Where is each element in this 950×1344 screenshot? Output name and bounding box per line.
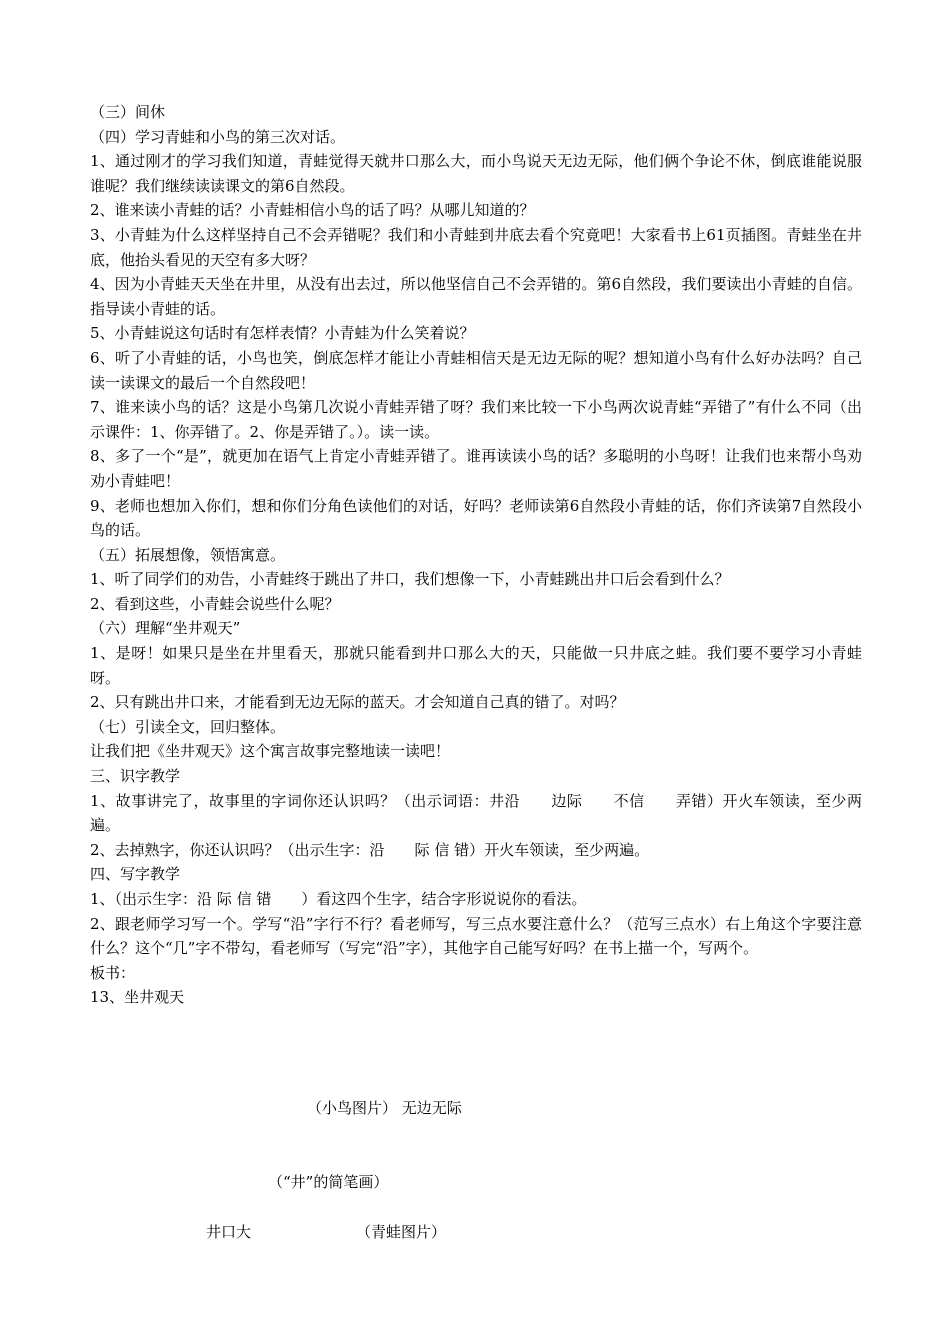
- board-well-mouth: 井口大: [206, 1223, 252, 1241]
- section-heading-writing: 四、写字教学: [90, 865, 181, 884]
- paragraph-understand-2: 2、只有跳出井口来，才能看到无边无际的蓝天。才会知道自己真的错了。对吗？: [90, 693, 625, 712]
- paragraph-item-8: 8、多了一个“是”，就更加在语气上肯定小青蛙弄错了。谁再读读小鸟的话？多聪明的小鸟呀！让我们也来帮小鸟劝劝小青蛙吧！: [90, 447, 862, 490]
- section-heading-literacy: 三、识字教学: [90, 767, 181, 786]
- paragraph-item-7: 7、谁来读小鸟的话？这是小鸟第几次说小青蛙弄错了呀？我们来比较一下小鸟两次说青蛙“弄错了”有什么不同（出示课件：1、你弄错了。2、你是弄错了。）。读一读。: [90, 398, 862, 441]
- section-heading-reading: （七）引读全文，回归整体。: [90, 717, 286, 736]
- board-title: 13、坐井观天: [90, 988, 185, 1007]
- board-bird-line: （小鸟图片） 无边无际: [307, 1099, 462, 1117]
- paragraph-item-2: 2、谁来读小青蛙的话？小青蛙相信小鸟的话了吗？从哪儿知道的？: [90, 201, 535, 220]
- paragraph-reading: 让我们把《坐井观天》这个寓言故事完整地读一读吧！: [90, 742, 451, 761]
- paragraph-imagination-2: 2、看到这些，小青蛙会说些什么呢？: [90, 594, 340, 613]
- paragraph-item-6: 6、听了小青蛙的话，小鸟也笑，倒底怎样才能让小青蛙相信天是无边无际的呢？想知道小鸟有什么好办法吗？自己读一读课文的最后一个自然段吧！: [90, 348, 862, 392]
- paragraph-understand-1: 1、是呀！如果只是坐在井里看天，那就只能看到井口那么大的天，只能做一只井底之蛙。我们要不要学习小青蛙呀。: [90, 644, 862, 687]
- paragraph-item-4: 4、因为小青蛙天天坐在井里，从没有出去过，所以他坚信自己不会弄错的。第6自然段，我们要读出小青蛙的自信。指导读小青蛙的话。: [90, 275, 862, 318]
- paragraph-writing-2: 2、跟老师学习写一个。学写“沿”字行不行？看老师写，写三点水要注意什么？（范写三点水）右上角这个字要注意什么？这个“几”字不带勾，看老师写（写完“沿”字），其他字自己能写好吗？在书上描一个，写两个。: [90, 914, 862, 958]
- paragraph-item-5: 5、小青蛙说这句话时有怎样表情？小青蛙为什么笑着说？: [90, 324, 475, 343]
- section-heading-understand: （六）理解“坐井观天”: [90, 619, 241, 638]
- board-well-sketch: （“井”的简笔画）: [268, 1173, 389, 1191]
- section-heading-break: （三）间休: [90, 103, 166, 121]
- paragraph-item-3: 3、小青蛙为什么这样坚持自己不会弄错呢？我们和小青蛙到井底去看个究竟吧！大家看书上61页插图。青蛙坐在井底，他抬头看见的天空有多大呀？: [90, 225, 862, 269]
- paragraph-imagination-1: 1、听了同学们的劝告，小青蛙终于跳出了井口，我们想像一下，小青蛙跳出井口后会看到什么？: [90, 570, 730, 589]
- board-label: 板书：: [90, 963, 136, 982]
- paragraph-item-1: 1、通过刚才的学习我们知道，青蛙觉得天就井口那么大，而小鸟说天无边无际，他们俩个争论不休，倒底谁能说服谁呢？我们继续读读课文的第6自然段。: [90, 152, 862, 195]
- document-body: [90, 100, 862, 1010]
- board-frog-picture: （青蛙图片）: [356, 1223, 447, 1241]
- paragraph-item-9: 9、老师也想加入你们，想和你们分角色读他们的对话，好吗？老师读第6自然段小青蛙的话，你们齐读第7自然段小鸟的话。: [90, 496, 862, 540]
- section-heading-imagination: （五）拓展想像，领悟寓意。: [90, 545, 286, 564]
- section-heading-dialogue: （四）学习青蛙和小鸟的第三次对话。: [90, 127, 346, 146]
- paragraph-writing-1: 1、（出示生字：沿 际 信 错 ）看这四个生字，结合字形说说你的看法。: [90, 890, 587, 908]
- paragraph-literacy-2: 2、去掉熟字，你还认识吗？（出示生字：沿 际 信 错）开火车领读，至少两遍。: [90, 840, 650, 859]
- paragraph-literacy-1: 1、故事讲完了，故事里的字词你还认识吗？（出示词语：井沿 边际 不信 弄错）开火车领读，至少两遍。: [90, 791, 862, 835]
